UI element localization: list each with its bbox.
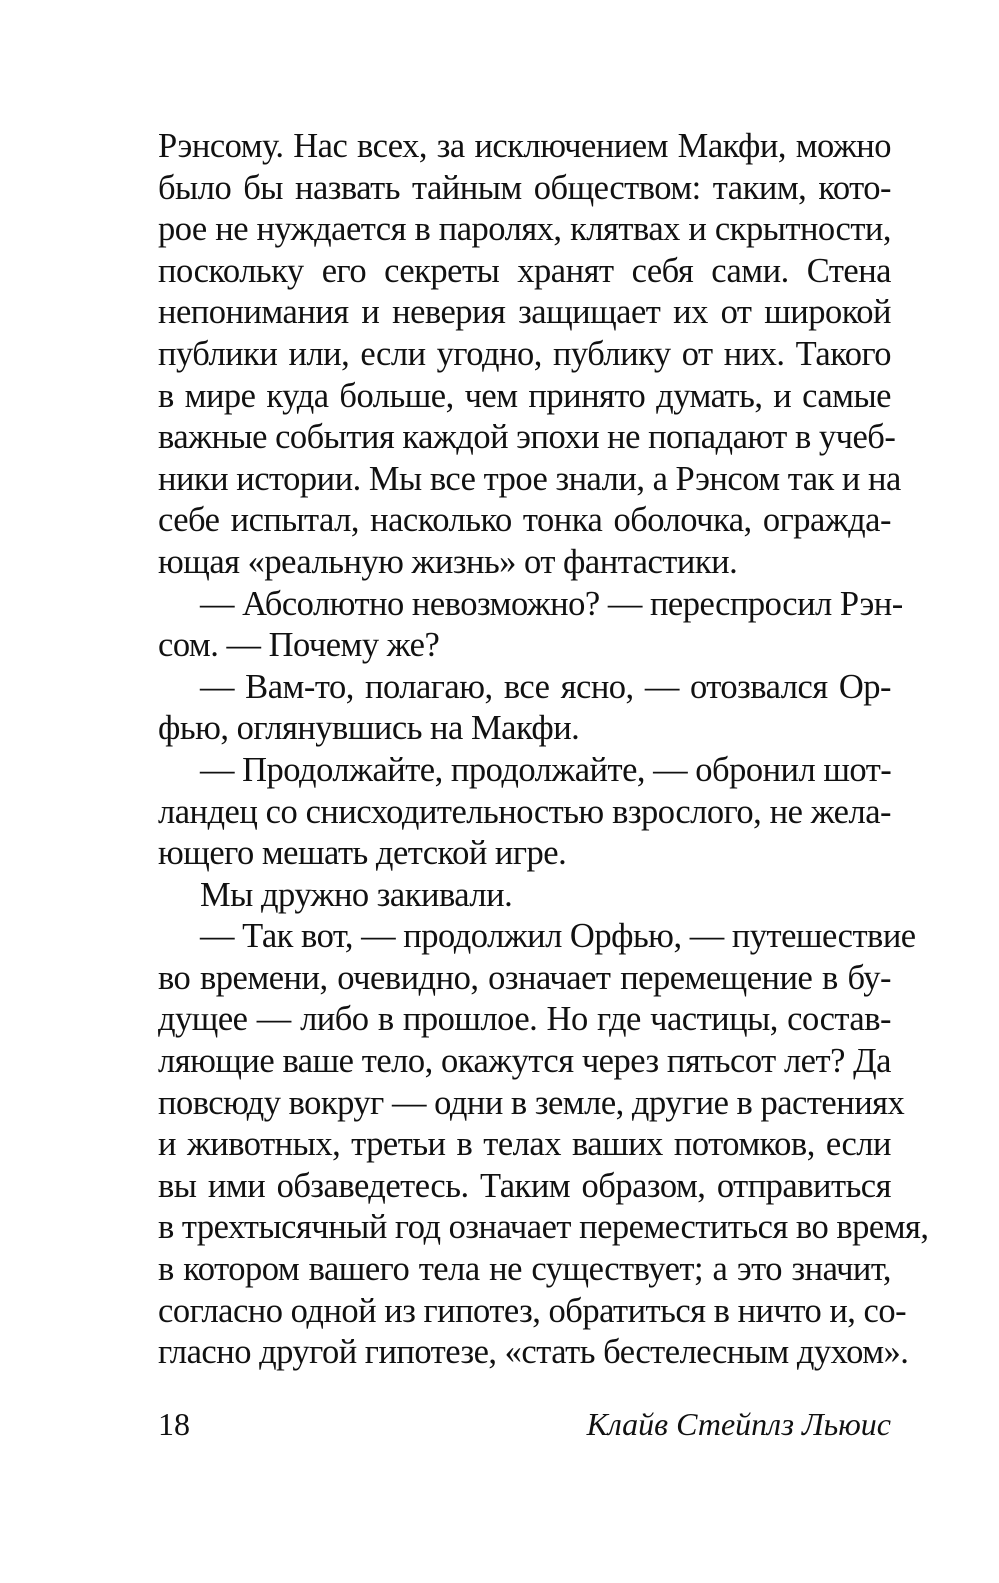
text-line: в котором вашего тела не существует; а это значит, [158, 1250, 891, 1289]
text-line: согласно одной из гипотез, обратиться в ничто и, со- [158, 1291, 907, 1330]
text-line: и животных, третьи в телах ваших потомков, если [158, 1125, 891, 1164]
text-line: себе испытал, насколько тонка оболочка, огражда- [158, 501, 891, 540]
page-number: 18 [158, 1406, 190, 1442]
text-line: сом. — Почему же? [158, 626, 440, 665]
text-line: фью, оглянувшись на Макфи. [158, 709, 580, 748]
text-line: в трехтысячный год означает переместиться во время, [158, 1208, 929, 1247]
text-line: поскольку его секреты хранят себя сами. Стена [158, 251, 891, 290]
text-line: ющего мешать детской игре. [158, 834, 567, 873]
text-line: Рэнсому. Нас всех, за исключением Макфи, можно [158, 127, 891, 165]
text-line: ющая «реальную жизнь» от фантастики. [158, 542, 738, 581]
text-line: во времени, очевидно, означает перемещение в бу- [158, 958, 891, 997]
text-line: рое не нуждается в паролях, клятвах и скрытности, [158, 210, 891, 249]
text-line: ландец со снисходительностью взрослого, не жела- [158, 792, 891, 831]
text-line: — Так вот, — продолжил Орфью, — путешествие [200, 917, 916, 956]
running-author: Клайв Стейплз Льюис [586, 1406, 891, 1442]
body-text [158, 126, 929, 1374]
text-line: дущее — либо в прошлое. Но где частицы, состав- [158, 1000, 891, 1039]
text-line: гласно другой гипотезе, «стать бестелесным духом». [158, 1333, 909, 1372]
text-line: было бы назвать тайным обществом: таким, кото- [158, 168, 891, 207]
text-line: — Абсолютно невозможно? — переспросил Рэн- [200, 584, 903, 623]
text-line: важные события каждой эпохи не попадают в учеб- [158, 418, 896, 457]
text-line: непонимания и неверия защищает их от широкой [158, 293, 891, 332]
text-line: в мире куда больше, чем принято думать, и самые [158, 376, 891, 415]
text-line: вы ими обзаведетесь. Таким образом, отправиться [158, 1166, 891, 1205]
text-line: ники истории. Мы все трое знали, а Рэнсом так и на [158, 459, 901, 498]
text-line: — Вам-то, полагаю, все ясно, — отозвался Ор- [200, 667, 891, 706]
text-line: повсюду вокруг — одни в земле, другие в растениях [158, 1083, 905, 1122]
text-line: — Продолжайте, продолжайте, — обронил шот- [200, 750, 892, 789]
text-line: Мы дружно закивали. [200, 875, 513, 914]
text-line: публики или, если угодно, публику от них. Такого [158, 334, 891, 373]
text-line: ляющие ваше тело, окажутся через пятьсот лет? Да [158, 1042, 891, 1081]
